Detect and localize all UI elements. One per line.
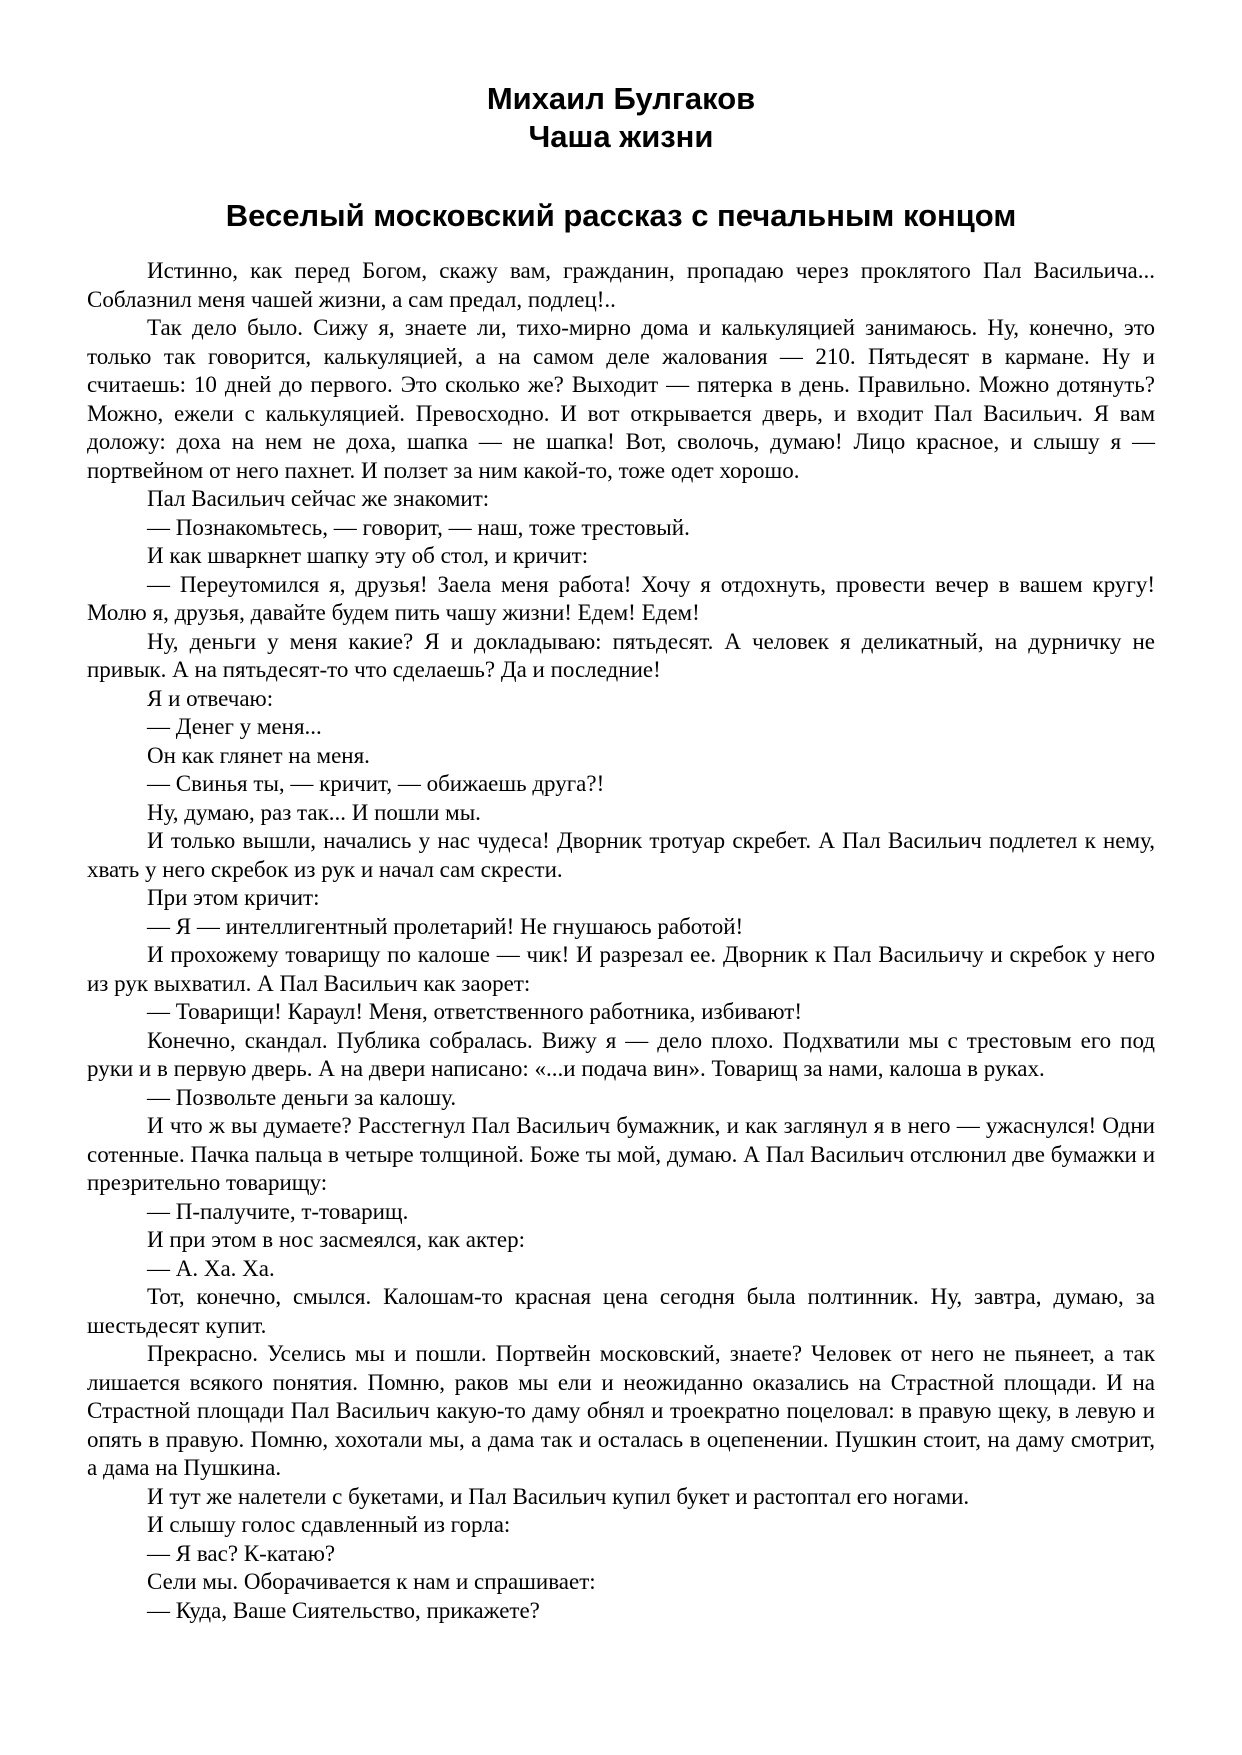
paragraph: И как шваркнет шапку эту об стол, и кричит: — [147, 543, 589, 568]
story-subtitle: Веселый московский рассказ с печальным концом — [225, 198, 1017, 233]
paragraph: Так дело было. Сижу я, знаете ли, тихо-мирно дома и калькуляцией занимаюсь. Ну, конечно, это только так говорится, калькуляцией, а на самом деле жалования — 210. Пятьдесят в кармане. Ну и считаешь: 10 дней до первого. Это сколько же? Выходит — пятерка в день. Правильно. Можно дотянуть? Можно, ежели с калькуляцией. Превосходно. И вот открывается дверь, и входит Пал Васильич. Я вам доложу: доха на нем не доха, шапка — не шапка! Вот, сволочь, думаю! Лицо красное, и слышу я — портвейном от него пахнет. И ползет за ним какой-то, тоже одет хорошо. — [87, 315, 1155, 483]
paragraph: Я и отвечаю: — [147, 685, 274, 711]
paragraph: И тут же налетели с букетами, и Пал Васильич купил букет и растоптал его ногами. — [147, 1483, 970, 1509]
paragraph: Пал Васильич сейчас же знакомит: — [147, 486, 490, 511]
paragraph: — Позвольте деньги за калошу. — [147, 1084, 457, 1110]
paragraph: — Познакомьтесь, — говорит, — наш, тоже трестовый. — [147, 514, 690, 540]
paragraph: Ну, думаю, раз так... И пошли мы. — [147, 799, 481, 825]
paragraph: — А. Ха. Ха. — [147, 1255, 275, 1281]
paragraph: — Свинья ты, — кричит, — обижаешь друга?! — [147, 771, 605, 796]
paragraph: — Я — интеллигентный пролетарий! Не гнушаюсь работой! — [147, 913, 744, 939]
paragraph: Ну, деньги у меня какие? Я и докладываю: пятьдесят. А человек я деликатный, на дурничку не привык. А на пятьдесят-то что сделаешь? Да и последние! — [87, 628, 1155, 682]
paragraph: Тот, конечно, смылся. Калошам-то красная цена сегодня была полтинник. Ну, завтра, думаю, за шестьдесят купит. — [87, 1284, 1155, 1338]
paragraph: При этом кричит: — [147, 885, 320, 910]
paragraph: Конечно, скандал. Публика собралась. Вижу я — дело плохо. Подхватили мы с трестовым его под руки и в первую дверь. А на двери написано: «...и подача вин». Товарищ за нами, калоша в руках. — [87, 1027, 1155, 1081]
paragraph: Истинно, как перед Богом, скажу вам, гражданин, пропадаю через проклятого Пал Васильича... Соблазнил меня чашей жизни, а сам предал, подлец!.. — [87, 258, 1155, 312]
paragraph: — Переутомился я, друзья! Заела меня работа! Хочу я отдохнуть, провести вечер в вашем кругу! Молю я, друзья, давайте будем пить чашу жизни! Едем! Едем! — [87, 571, 1155, 625]
paragraph: Сели мы. Оборачивается к нам и спрашивает: — [147, 1569, 596, 1594]
paragraph: — Товарищи! Караул! Меня, ответственного работника, избивают! — [147, 999, 802, 1024]
paragraph: И при этом в нос засмеялся, как актер: — [147, 1227, 525, 1252]
paragraph: — Куда, Ваше Сиятельство, прикажете? — [147, 1597, 540, 1623]
paragraph: Прекрасно. Уселись мы и пошли. Портвейн московский, знаете? Человек от него не пьянеет, а так лишается всякого понятия. Помню, раков мы ели и неожиданно оказались на Страстной площади. И на Страстной площади Пал Васильич какую-то даму обнял и троекратно поцеловал: в правую щеку, в левую и опять в правую. Помню, хохотали мы, а дама так и осталась в оцепенении. Пушкин стоит, на даму смотрит, а дама на Пушкина. — [87, 1341, 1155, 1480]
paragraph: — Денег у меня... — [147, 714, 322, 739]
author-name: Михаил Булгаков — [486, 81, 756, 116]
paragraph: И только вышли, начались у нас чудеса! Дворник тротуар скребет. А Пал Васильич подлетел к нему, хвать у него скребок из рук и начал сам скрести. — [87, 828, 1155, 882]
paragraph: Он как глянет на меня. — [147, 742, 370, 768]
document-page — [87, 80, 1155, 1625]
story-body — [87, 257, 1155, 1625]
paragraph: — Я вас? К-катаю? — [147, 1540, 336, 1566]
paragraph: — П-палучите, т-товарищ. — [147, 1198, 409, 1224]
paragraph: И прохожему товарищу по калоше — чик! И разрезал ее. Дворник к Пал Васильичу и скребок у него из рук выхватил. А Пал Васильич как заорет: — [87, 942, 1155, 996]
paragraph: И слышу голос сдавленный из горла: — [147, 1512, 511, 1537]
work-title: Чаша жизни — [528, 119, 714, 154]
paragraph: И что ж вы думаете? Расстегнул Пал Васильич бумажник, и как заглянул я в него — ужаснулся! Одни сотенные. Пачка пальца в четыре толщиной. Боже ты мой, думаю. А Пал Васильич отслюнил две бумажки и презрительно товарищу: — [87, 1113, 1155, 1195]
